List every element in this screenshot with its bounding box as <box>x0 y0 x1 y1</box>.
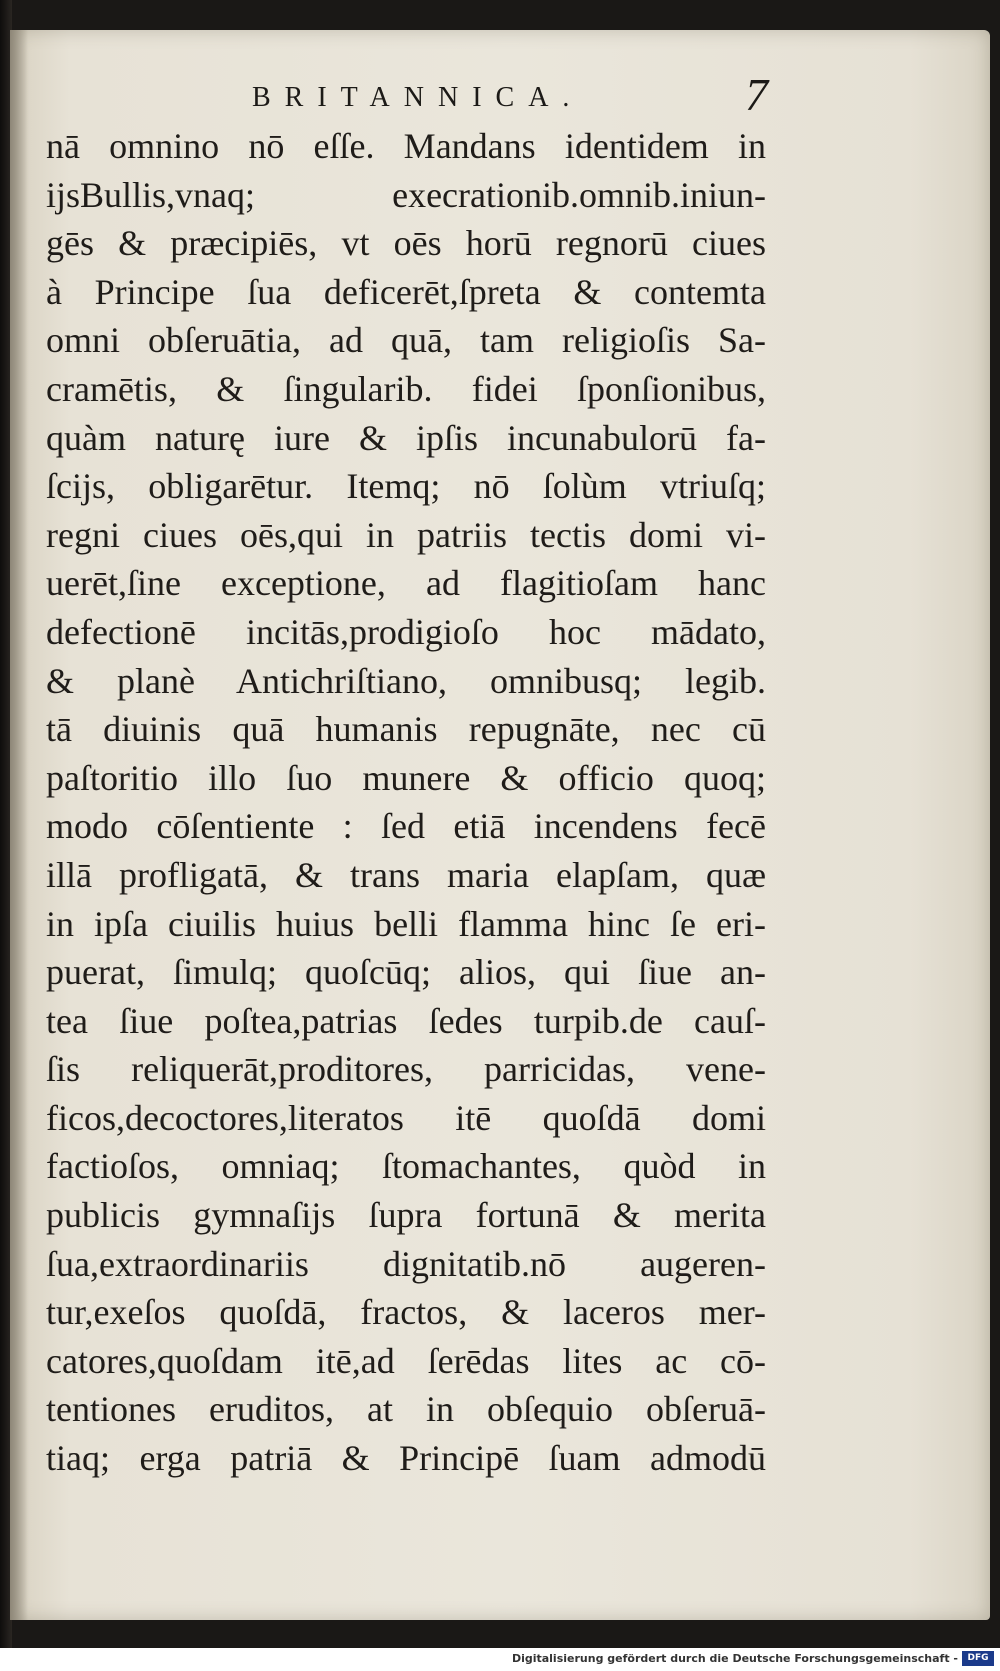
text-line: puerat, ſimulq; quoſcūq; alios, qui ſiue an- <box>46 952 766 993</box>
body-text <box>46 122 766 1483</box>
text-line: quàm naturę iure & ipſis incunabulorū fa- <box>46 417 766 458</box>
text-line: tur,exeſos quoſdā, fractos, & laceros mer- <box>46 1292 766 1333</box>
text-line: & planè Antichriſtiano, omnibusq; legib. <box>46 660 766 701</box>
text-line: catores,quoſdam itē,ad ſerēdas lites ac cō- <box>46 1340 766 1381</box>
text-line: modo cōſentiente : ſed etiā incendens fecē <box>46 806 766 847</box>
text-line: paſtoritio illo ſuo munere & officio quoq; <box>46 757 766 798</box>
running-head: BRITANNICA. <box>252 82 584 113</box>
text-line: ijsBullis,vnaq; execrationib.omnib.iniun- <box>46 174 766 215</box>
text-line: omni obſeruātia, ad quā, tam religioſis Sa- <box>46 320 766 361</box>
text-line: tiaq; erga patriā & Principē ſuam admodū <box>46 1438 766 1479</box>
text-line: gēs & præcipiēs, vt oēs horū regnorū ciues <box>46 223 766 264</box>
page-header <box>0 56 1000 120</box>
page-gutter-shadow <box>10 30 28 1620</box>
text-line: ſis reliquerāt,proditores, parricidas, vene- <box>46 1049 766 1090</box>
text-line: tā diuinis quā humanis repugnāte, nec cū <box>46 709 766 750</box>
text-line: ſcijs, obligarētur. Itemq; nō ſolùm vtriuſq; <box>46 466 766 507</box>
digitization-credit: Digitalisierung gefördert durch die Deutsche Forschungsgemeinschaft - <box>511 1652 958 1665</box>
text-line: uerēt,ſine exceptione, ad flagitioſam hanc <box>46 563 766 604</box>
page-number: 7 <box>745 69 768 120</box>
text-line: ſua,extraordinariis dignitatib.nō augeren- <box>46 1243 766 1284</box>
text-line: nā omnino nō eſſe. Mandans identidem in <box>46 126 766 166</box>
text-line: in ipſa ciuilis huius belli flamma hinc ſe eri- <box>46 903 766 944</box>
text-line: cramētis, & ſingularib. fidei ſponſionibus, <box>46 368 766 409</box>
digitization-footer <box>0 1648 1000 1671</box>
text-line: illā profligatā, & trans maria elapſam, quæ <box>46 854 766 895</box>
text-line: ficos,decoctores,literatos itē quoſdā domi <box>46 1097 766 1138</box>
dfg-logo: DFG <box>962 1651 994 1666</box>
text-line: tea ſiue poſtea,patrias ſedes turpib.de cauſ- <box>46 1000 766 1041</box>
text-line: tentiones eruditos, at in obſequio obſeruā- <box>46 1389 766 1430</box>
text-line: à Principe ſua deficerēt,ſpreta & contemta <box>46 271 766 312</box>
text-line: publicis gymnaſijs ſupra fortunā & merita <box>46 1195 766 1236</box>
text-line: defectionē incitās,prodigioſo hoc mādato, <box>46 611 766 652</box>
text-line: regni ciues oēs,qui in patriis tectis domi vi- <box>46 514 766 555</box>
text-line: factioſos, omniaq; ſtomachantes, quòd in <box>46 1146 766 1187</box>
